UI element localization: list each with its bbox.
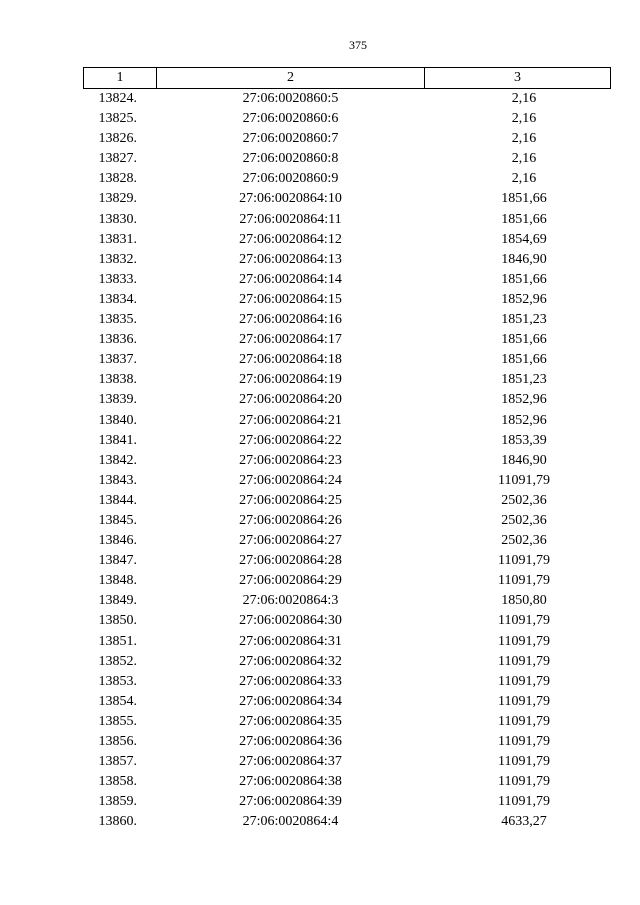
table-row <box>84 250 611 270</box>
table-row <box>84 531 611 551</box>
area-value-cell: 2502,36 <box>501 533 547 549</box>
cadastral-number-cell: 27:06:0020864:31 <box>239 633 342 649</box>
area-value-cell: 11091,79 <box>498 693 550 709</box>
row-number-cell: 13851. <box>98 633 137 649</box>
area-value-cell: 11091,79 <box>498 573 550 589</box>
area-value-cell: 2502,36 <box>501 512 547 528</box>
table-row <box>84 230 611 250</box>
row-number-cell: 13859. <box>98 794 137 810</box>
table-row <box>84 109 611 129</box>
row-number-cell: 13825. <box>98 111 137 127</box>
area-value-cell: 11091,79 <box>498 633 550 649</box>
area-value-cell: 11091,79 <box>498 553 550 569</box>
area-value-cell: 1850,80 <box>501 593 547 609</box>
row-number-cell: 13840. <box>98 412 137 428</box>
area-value-cell: 11091,79 <box>498 754 550 770</box>
cadastral-number-cell: 27:06:0020864:22 <box>239 432 342 448</box>
table-header <box>84 68 611 89</box>
table-body <box>84 89 611 833</box>
area-value-cell: 2,16 <box>511 171 537 187</box>
row-number-cell: 13836. <box>98 332 137 348</box>
column-header-3: 3 <box>425 68 611 89</box>
area-value-cell: 1852,96 <box>501 412 547 428</box>
cadastral-number-cell: 27:06:0020864:18 <box>239 352 342 368</box>
cadastral-number-cell: 27:06:0020864:27 <box>239 533 342 549</box>
row-number-cell: 13847. <box>98 553 137 569</box>
cadastral-number-cell: 27:06:0020864:37 <box>239 754 342 770</box>
area-value-cell: 11091,79 <box>498 774 550 790</box>
table-row <box>84 471 611 491</box>
table-row <box>84 551 611 571</box>
area-value-cell: 1854,69 <box>501 231 547 247</box>
table-row <box>84 571 611 591</box>
cadastral-number-cell: 27:06:0020864:38 <box>239 774 342 790</box>
row-number-cell: 13829. <box>98 191 137 207</box>
column-header-2: 2 <box>157 68 425 89</box>
table-row <box>84 149 611 169</box>
table-row <box>84 652 611 672</box>
area-value-cell: 1851,23 <box>501 372 547 388</box>
table-row <box>84 732 611 752</box>
row-number-cell: 13848. <box>98 573 137 589</box>
area-value-cell: 1852,96 <box>501 392 547 408</box>
cadastral-number-cell: 27:06:0020864:16 <box>239 312 342 328</box>
cadastral-number-cell: 27:06:0020860:9 <box>242 171 339 187</box>
area-value-cell: 1846,90 <box>501 251 547 267</box>
row-number-cell: 13843. <box>98 472 137 488</box>
cadastral-number-cell: 27:06:0020864:24 <box>239 472 342 488</box>
row-number-cell: 13860. <box>98 814 137 830</box>
table-row <box>84 451 611 471</box>
page-number: 375 <box>349 38 367 52</box>
row-number-cell: 13834. <box>98 291 137 307</box>
cadastral-number-cell: 27:06:0020864:10 <box>239 191 342 207</box>
cadastral-number-cell: 27:06:0020864:12 <box>239 231 342 247</box>
row-number-cell: 13849. <box>98 593 137 609</box>
area-value-cell: 2,16 <box>511 151 537 167</box>
cadastral-number-cell: 27:06:0020864:20 <box>239 392 342 408</box>
cadastral-number-cell: 27:06:0020864:3 <box>242 593 339 609</box>
table-row <box>84 270 611 290</box>
cadastral-number-cell: 27:06:0020864:21 <box>239 412 342 428</box>
row-number-cell: 13852. <box>98 653 137 669</box>
table-row <box>84 611 611 631</box>
table-row <box>84 310 611 330</box>
row-number-cell: 13837. <box>98 352 137 368</box>
table-row <box>84 411 611 431</box>
cadastral-number-cell: 27:06:0020860:7 <box>242 131 339 147</box>
row-number-cell: 13831. <box>98 231 137 247</box>
row-number-cell: 13839. <box>98 392 137 408</box>
cadastral-number-cell: 27:06:0020864:11 <box>239 211 342 227</box>
area-value-cell: 11091,79 <box>498 734 550 749</box>
row-number-cell: 13830. <box>98 211 137 227</box>
area-value-cell: 1851,23 <box>501 312 547 328</box>
row-number-cell: 13845. <box>98 512 137 528</box>
row-number-cell: 13858. <box>98 774 137 790</box>
table-row <box>84 290 611 310</box>
area-value-cell: 1851,66 <box>501 352 547 368</box>
cadastral-number-cell: 27:06:0020864:25 <box>239 492 342 508</box>
area-value-cell: 11091,79 <box>498 472 550 488</box>
cadastral-number-cell: 27:06:0020860:6 <box>242 111 339 127</box>
area-value-cell: 1851,66 <box>501 211 547 227</box>
area-value-cell: 1851,66 <box>501 332 547 348</box>
table-row <box>84 189 611 209</box>
cadastral-number-cell: 27:06:0020864:17 <box>239 332 342 348</box>
row-number-cell: 13824. <box>98 91 137 106</box>
table-row <box>84 712 611 732</box>
row-number-cell: 13842. <box>98 452 137 468</box>
area-value-cell: 1852,96 <box>501 291 547 307</box>
cadastral-number-cell: 27:06:0020864:34 <box>239 693 342 709</box>
row-number-cell: 13828. <box>98 171 137 187</box>
area-value-cell: 1851,66 <box>501 271 547 287</box>
area-value-cell: 2,16 <box>511 111 537 127</box>
cadastral-number-cell: 27:06:0020864:39 <box>239 794 342 810</box>
table-row <box>84 210 611 230</box>
cadastral-number-cell: 27:06:0020860:8 <box>242 151 339 167</box>
cadastral-number-cell: 27:06:0020864:13 <box>239 251 342 267</box>
table-row <box>84 89 611 110</box>
row-number-cell: 13833. <box>98 271 137 287</box>
table-row <box>84 511 611 531</box>
area-value-cell: 11091,79 <box>498 794 550 810</box>
cadastral-number-cell: 27:06:0020864:15 <box>239 291 342 307</box>
cadastral-number-cell: 27:06:0020864:26 <box>239 512 342 528</box>
area-value-cell: 11091,79 <box>498 713 550 729</box>
table-row <box>84 752 611 772</box>
row-number-cell: 13841. <box>98 432 137 448</box>
row-number-cell: 13853. <box>98 673 137 689</box>
table-row <box>84 491 611 511</box>
area-value-cell: 4633,27 <box>501 814 547 830</box>
row-number-cell: 13856. <box>98 734 137 749</box>
area-value-cell: 2,16 <box>511 91 537 106</box>
cadastral-number-cell: 27:06:0020864:35 <box>239 713 342 729</box>
cadastral-number-cell: 27:06:0020864:19 <box>239 372 342 388</box>
row-number-cell: 13854. <box>98 693 137 709</box>
table-row <box>84 330 611 350</box>
table-row <box>84 591 611 611</box>
table-row <box>84 350 611 370</box>
row-number-cell: 13855. <box>98 713 137 729</box>
row-number-cell: 13826. <box>98 131 137 147</box>
table-row <box>84 632 611 652</box>
area-value-cell: 1846,90 <box>501 452 547 468</box>
row-number-cell: 13850. <box>98 613 137 629</box>
row-number-cell: 13835. <box>98 312 137 328</box>
row-number-cell: 13846. <box>98 533 137 549</box>
header-row <box>84 68 611 89</box>
row-number-cell: 13827. <box>98 151 137 167</box>
table-row <box>84 370 611 390</box>
document-table <box>83 67 611 832</box>
document-table-container <box>83 67 610 832</box>
table-row <box>84 169 611 189</box>
table-row <box>84 431 611 451</box>
cadastral-number-cell: 27:06:0020864:29 <box>239 573 342 589</box>
cadastral-number-cell: 27:06:0020864:30 <box>239 613 342 629</box>
row-number-cell: 13857. <box>98 754 137 770</box>
table-row <box>84 129 611 149</box>
cadastral-number-cell: 27:06:0020864:23 <box>239 452 342 468</box>
table-row <box>84 672 611 692</box>
column-header-1: 1 <box>84 68 157 89</box>
cadastral-number-cell: 27:06:0020864:32 <box>239 653 342 669</box>
area-value-cell: 1853,39 <box>501 432 547 448</box>
area-value-cell: 2,16 <box>511 131 537 147</box>
cadastral-number-cell: 27:06:0020864:28 <box>239 553 342 569</box>
cadastral-number-cell: 27:06:0020860:5 <box>242 91 339 106</box>
area-value-cell: 2502,36 <box>501 492 547 508</box>
table-row <box>84 792 611 812</box>
table-row <box>84 812 611 832</box>
table-row <box>84 692 611 712</box>
cadastral-number-cell: 27:06:0020864:36 <box>239 734 342 749</box>
area-value-cell: 11091,79 <box>498 673 550 689</box>
row-number-cell: 13838. <box>98 372 137 388</box>
table-row <box>84 390 611 410</box>
area-value-cell: 11091,79 <box>498 613 550 629</box>
row-number-cell: 13844. <box>98 492 137 508</box>
row-number-cell: 13832. <box>98 251 137 267</box>
cadastral-number-cell: 27:06:0020864:14 <box>239 271 342 287</box>
cadastral-number-cell: 27:06:0020864:33 <box>239 673 342 689</box>
cadastral-number-cell: 27:06:0020864:4 <box>242 814 339 830</box>
table-row <box>84 772 611 792</box>
area-value-cell: 11091,79 <box>498 653 550 669</box>
area-value-cell: 1851,66 <box>501 191 547 207</box>
